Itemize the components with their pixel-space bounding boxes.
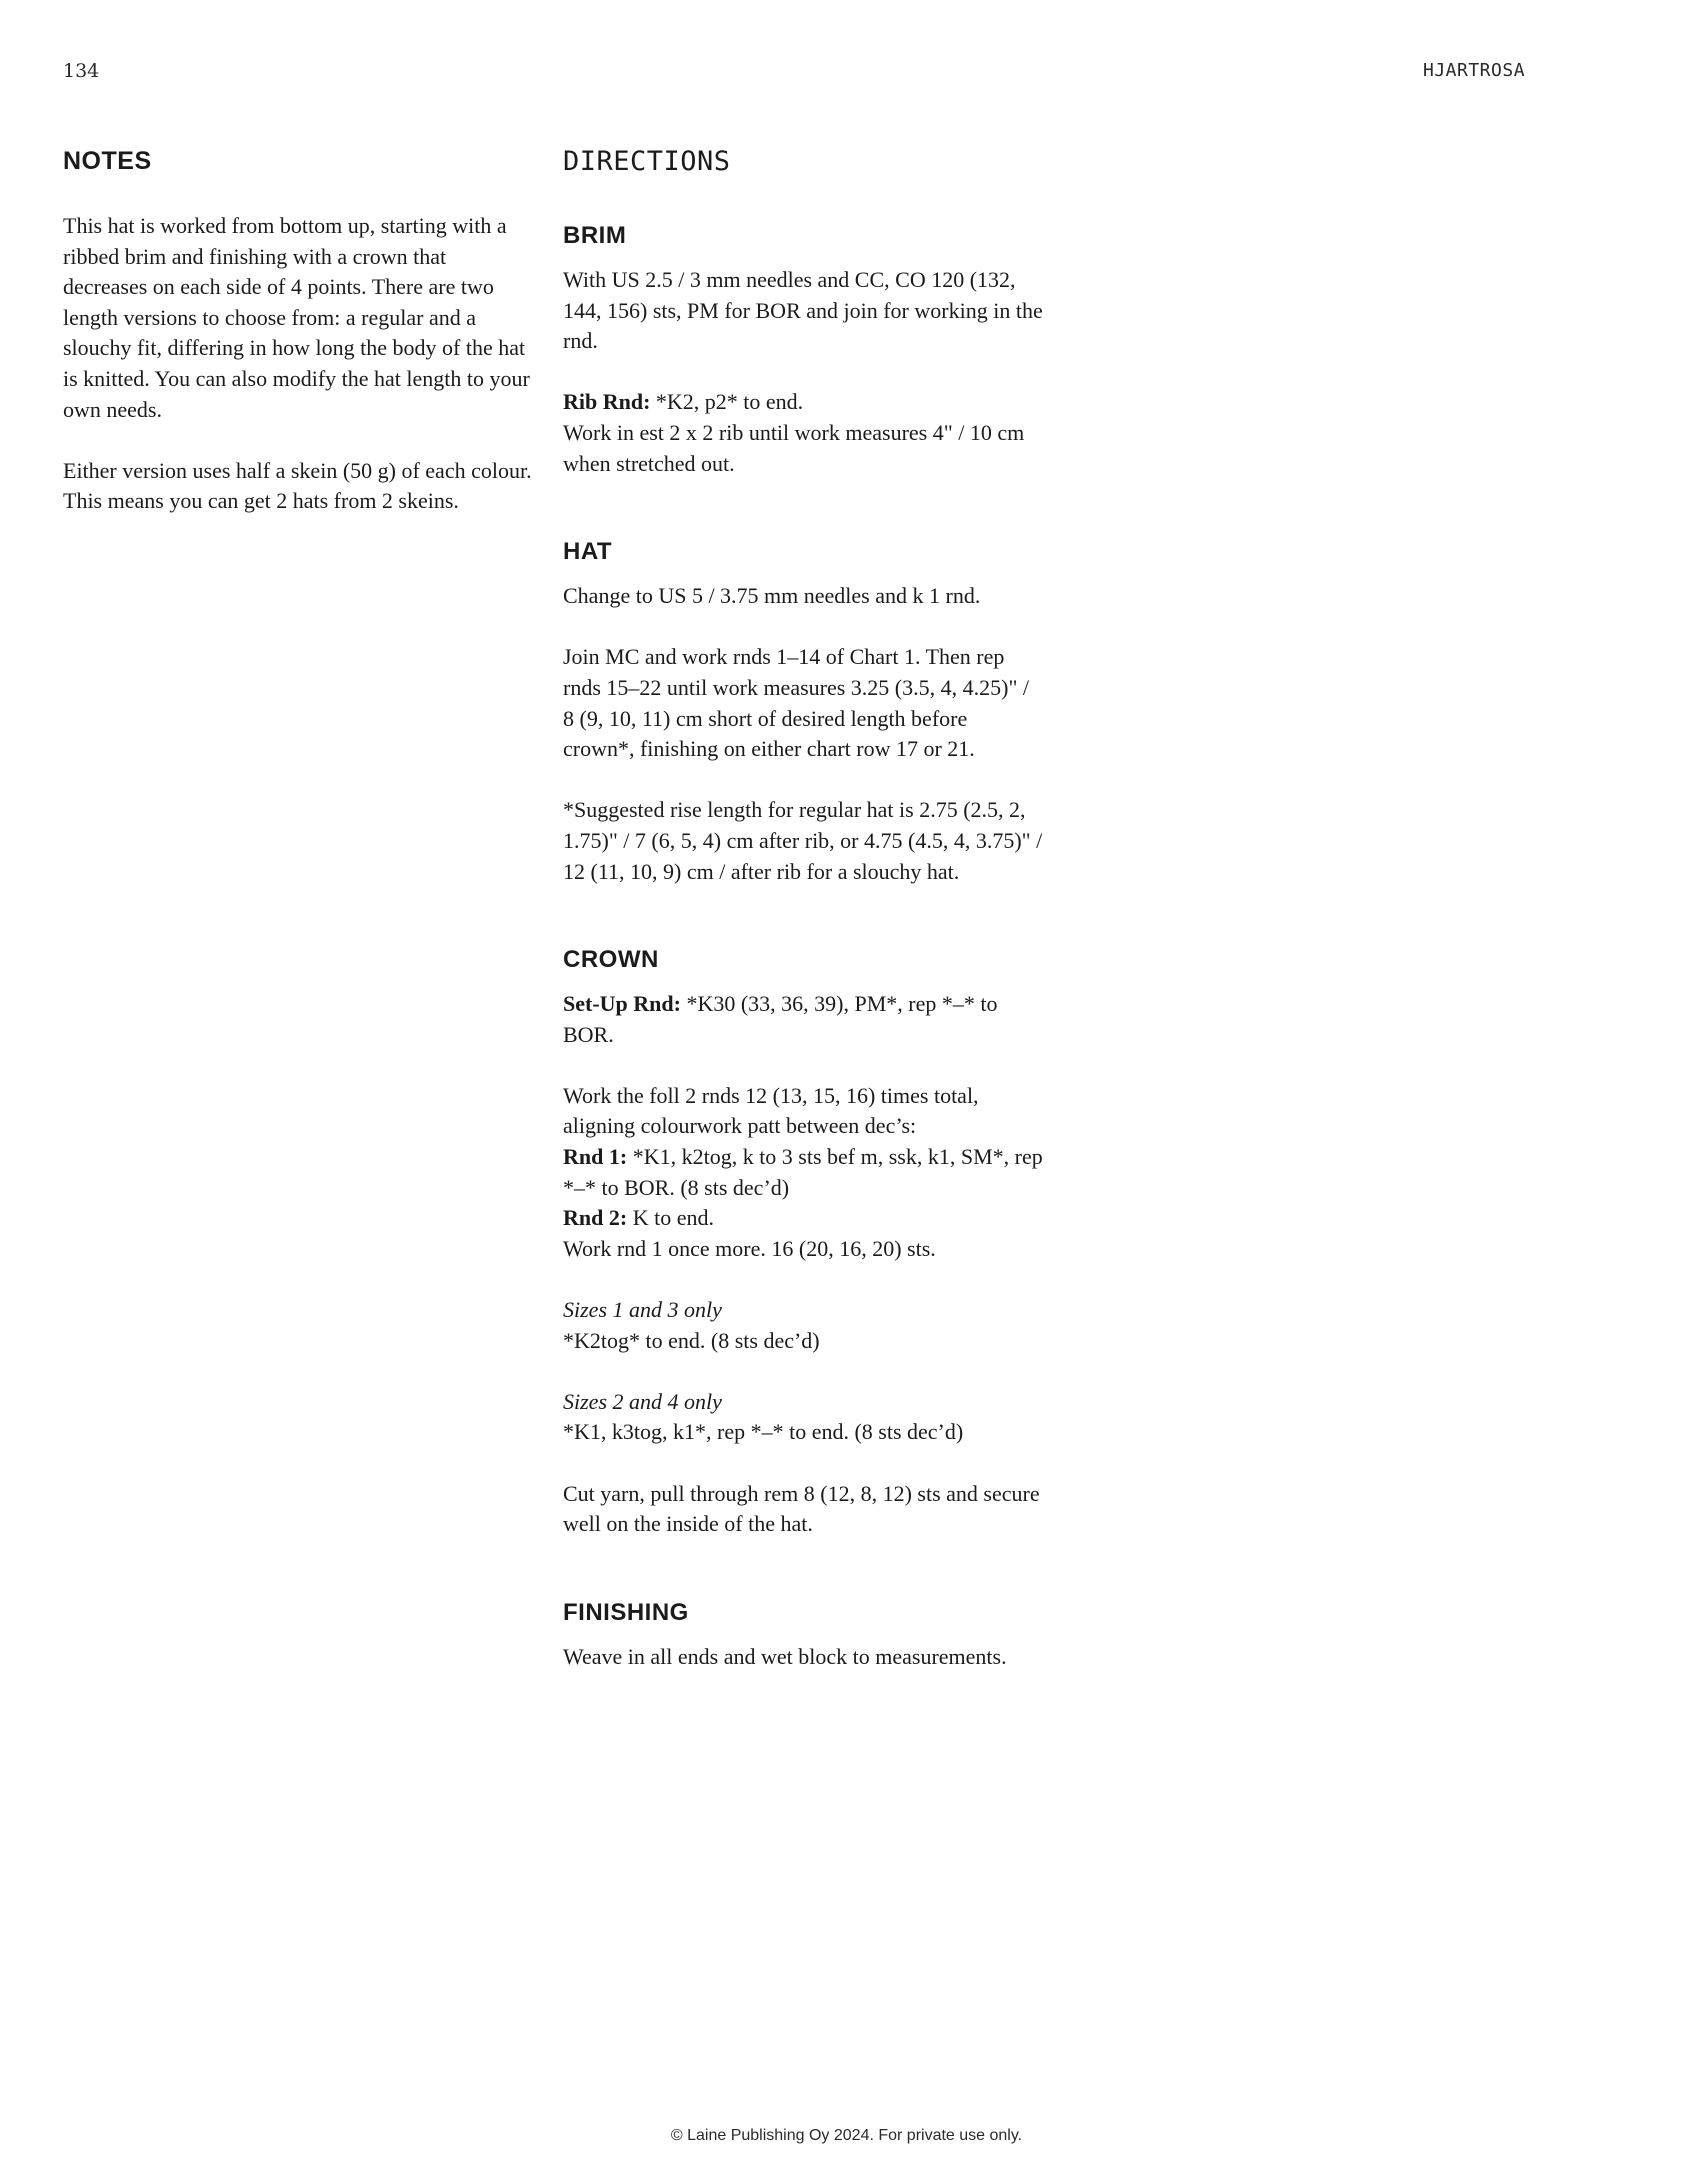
- sizes-2-4-block: [563, 1387, 1043, 1448]
- finishing-section: [563, 1598, 1043, 1673]
- rib-round-line: [563, 387, 1043, 418]
- crown-setup-round: [563, 989, 1043, 1050]
- crown-cut-yarn-text: Cut yarn, pull through rem 8 (12, 8, 12) sts and secure well on the inside of the hat.: [563, 1480, 1040, 1537]
- round-1-line: [563, 1142, 1043, 1203]
- notes-paragraph-1: This hat is worked from bottom up, starting with a ribbed brim and finishing with a crown that decreases on each side of 4 points. There are two length versions to choose from: a regular and a slouchy fit, differing in how long the body of the hat is knitted. You can also modify the hat length to your own needs.: [63, 213, 530, 422]
- hat-needle-change-text: Change to US 5 / 3.75 mm needles and k 1 rnd.: [563, 583, 981, 609]
- notes-paragraph-2: Either version uses half a skein (50 g) of each colour. This means you can get 2 hats from 2 skeins.: [63, 457, 532, 514]
- rib-continue-text: Work in est 2 x 2 rib until work measures 4" / 10 cm when stretched out.: [563, 419, 1025, 476]
- sizes-1-3-text: *K2tog* to end. (8 sts dec’d): [563, 1327, 820, 1353]
- notes-column: [63, 145, 533, 548]
- crown-decrease-rounds: [563, 1081, 1043, 1265]
- page-number: 134: [63, 60, 100, 82]
- notes-heading: NOTES: [63, 147, 152, 175]
- hat-heading: HAT: [563, 538, 613, 566]
- crown-heading: CROWN: [563, 946, 659, 974]
- round-1-once-more-text: Work rnd 1 once more. 16 (20, 16, 20) sts.: [563, 1235, 936, 1261]
- directions-column: [563, 145, 1043, 1700]
- setup-round-label: Set-Up Rnd:: [563, 991, 681, 1017]
- sizes-2-4-text: *K1, k3tog, k1*, rep *–* to end. (8 sts dec’d): [563, 1419, 964, 1445]
- directions-heading: DIRECTIONS: [563, 146, 731, 177]
- round-1-text: *K1, k2tog, k to 3 sts bef m, ssk, k1, SM*, rep *–* to BOR. (8 sts dec’d): [563, 1144, 1043, 1200]
- brim-heading: BRIM: [563, 222, 627, 249]
- sizes-1-3-block: [563, 1295, 1043, 1356]
- hat-chart-text: Join MC and work rnds 1–14 of Chart 1. Then rep rnds 15–22 until work measures 3.25 (3.5, 4, 4.25)" / 8 (9, 10, 11) cm short of desired length before crown*, finishing on either chart row 17 or 21.: [563, 644, 1030, 762]
- copyright-footer: © Laine Publishing Oy 2024. For private use only.: [670, 2127, 1023, 2144]
- finishing-text: Weave in all ends and wet block to measurements.: [563, 1643, 1007, 1669]
- brim-rib-instructions: [563, 387, 1043, 479]
- running-title: HJARTROSA: [1423, 60, 1526, 81]
- round-2-text: K to end.: [627, 1205, 714, 1231]
- sizes-1-3-label: Sizes 1 and 3 only: [563, 1297, 722, 1323]
- rib-round-label: Rib Rnd:: [563, 389, 651, 415]
- crown-section: [563, 945, 1043, 1540]
- brim-section: [563, 221, 1043, 479]
- hat-section: [563, 537, 1043, 887]
- setup-round-text: *K30 (33, 36, 39), PM*, rep *–* to BOR.: [563, 991, 998, 1047]
- sizes-2-4-label: Sizes 2 and 4 only: [563, 1388, 722, 1414]
- finishing-heading: FINISHING: [563, 1598, 689, 1626]
- hat-rise-note: *Suggested rise length for regular hat is 2.75 (2.5, 2, 1.75)" / 7 (6, 5, 4) cm after rib, or 4.75 (4.5, 4, 3.75)" / 12 (11, 10, 9) cm / after rib for a slouchy hat.: [563, 797, 1043, 884]
- round-2-line: [563, 1203, 1043, 1234]
- brim-cast-on-text: With US 2.5 / 3 mm needles and CC, CO 120 (132, 144, 156) sts, PM for BOR and join for working in the rnd.: [563, 267, 1043, 354]
- round-1-label: Rnd 1:: [563, 1144, 628, 1170]
- round-2-label: Rnd 2:: [563, 1205, 628, 1231]
- crown-repeat-text: Work the foll 2 rnds 12 (13, 15, 16) times total, aligning colourwork patt between dec’s:: [563, 1082, 979, 1139]
- rib-round-text: *K2, p2* to end.: [650, 389, 804, 415]
